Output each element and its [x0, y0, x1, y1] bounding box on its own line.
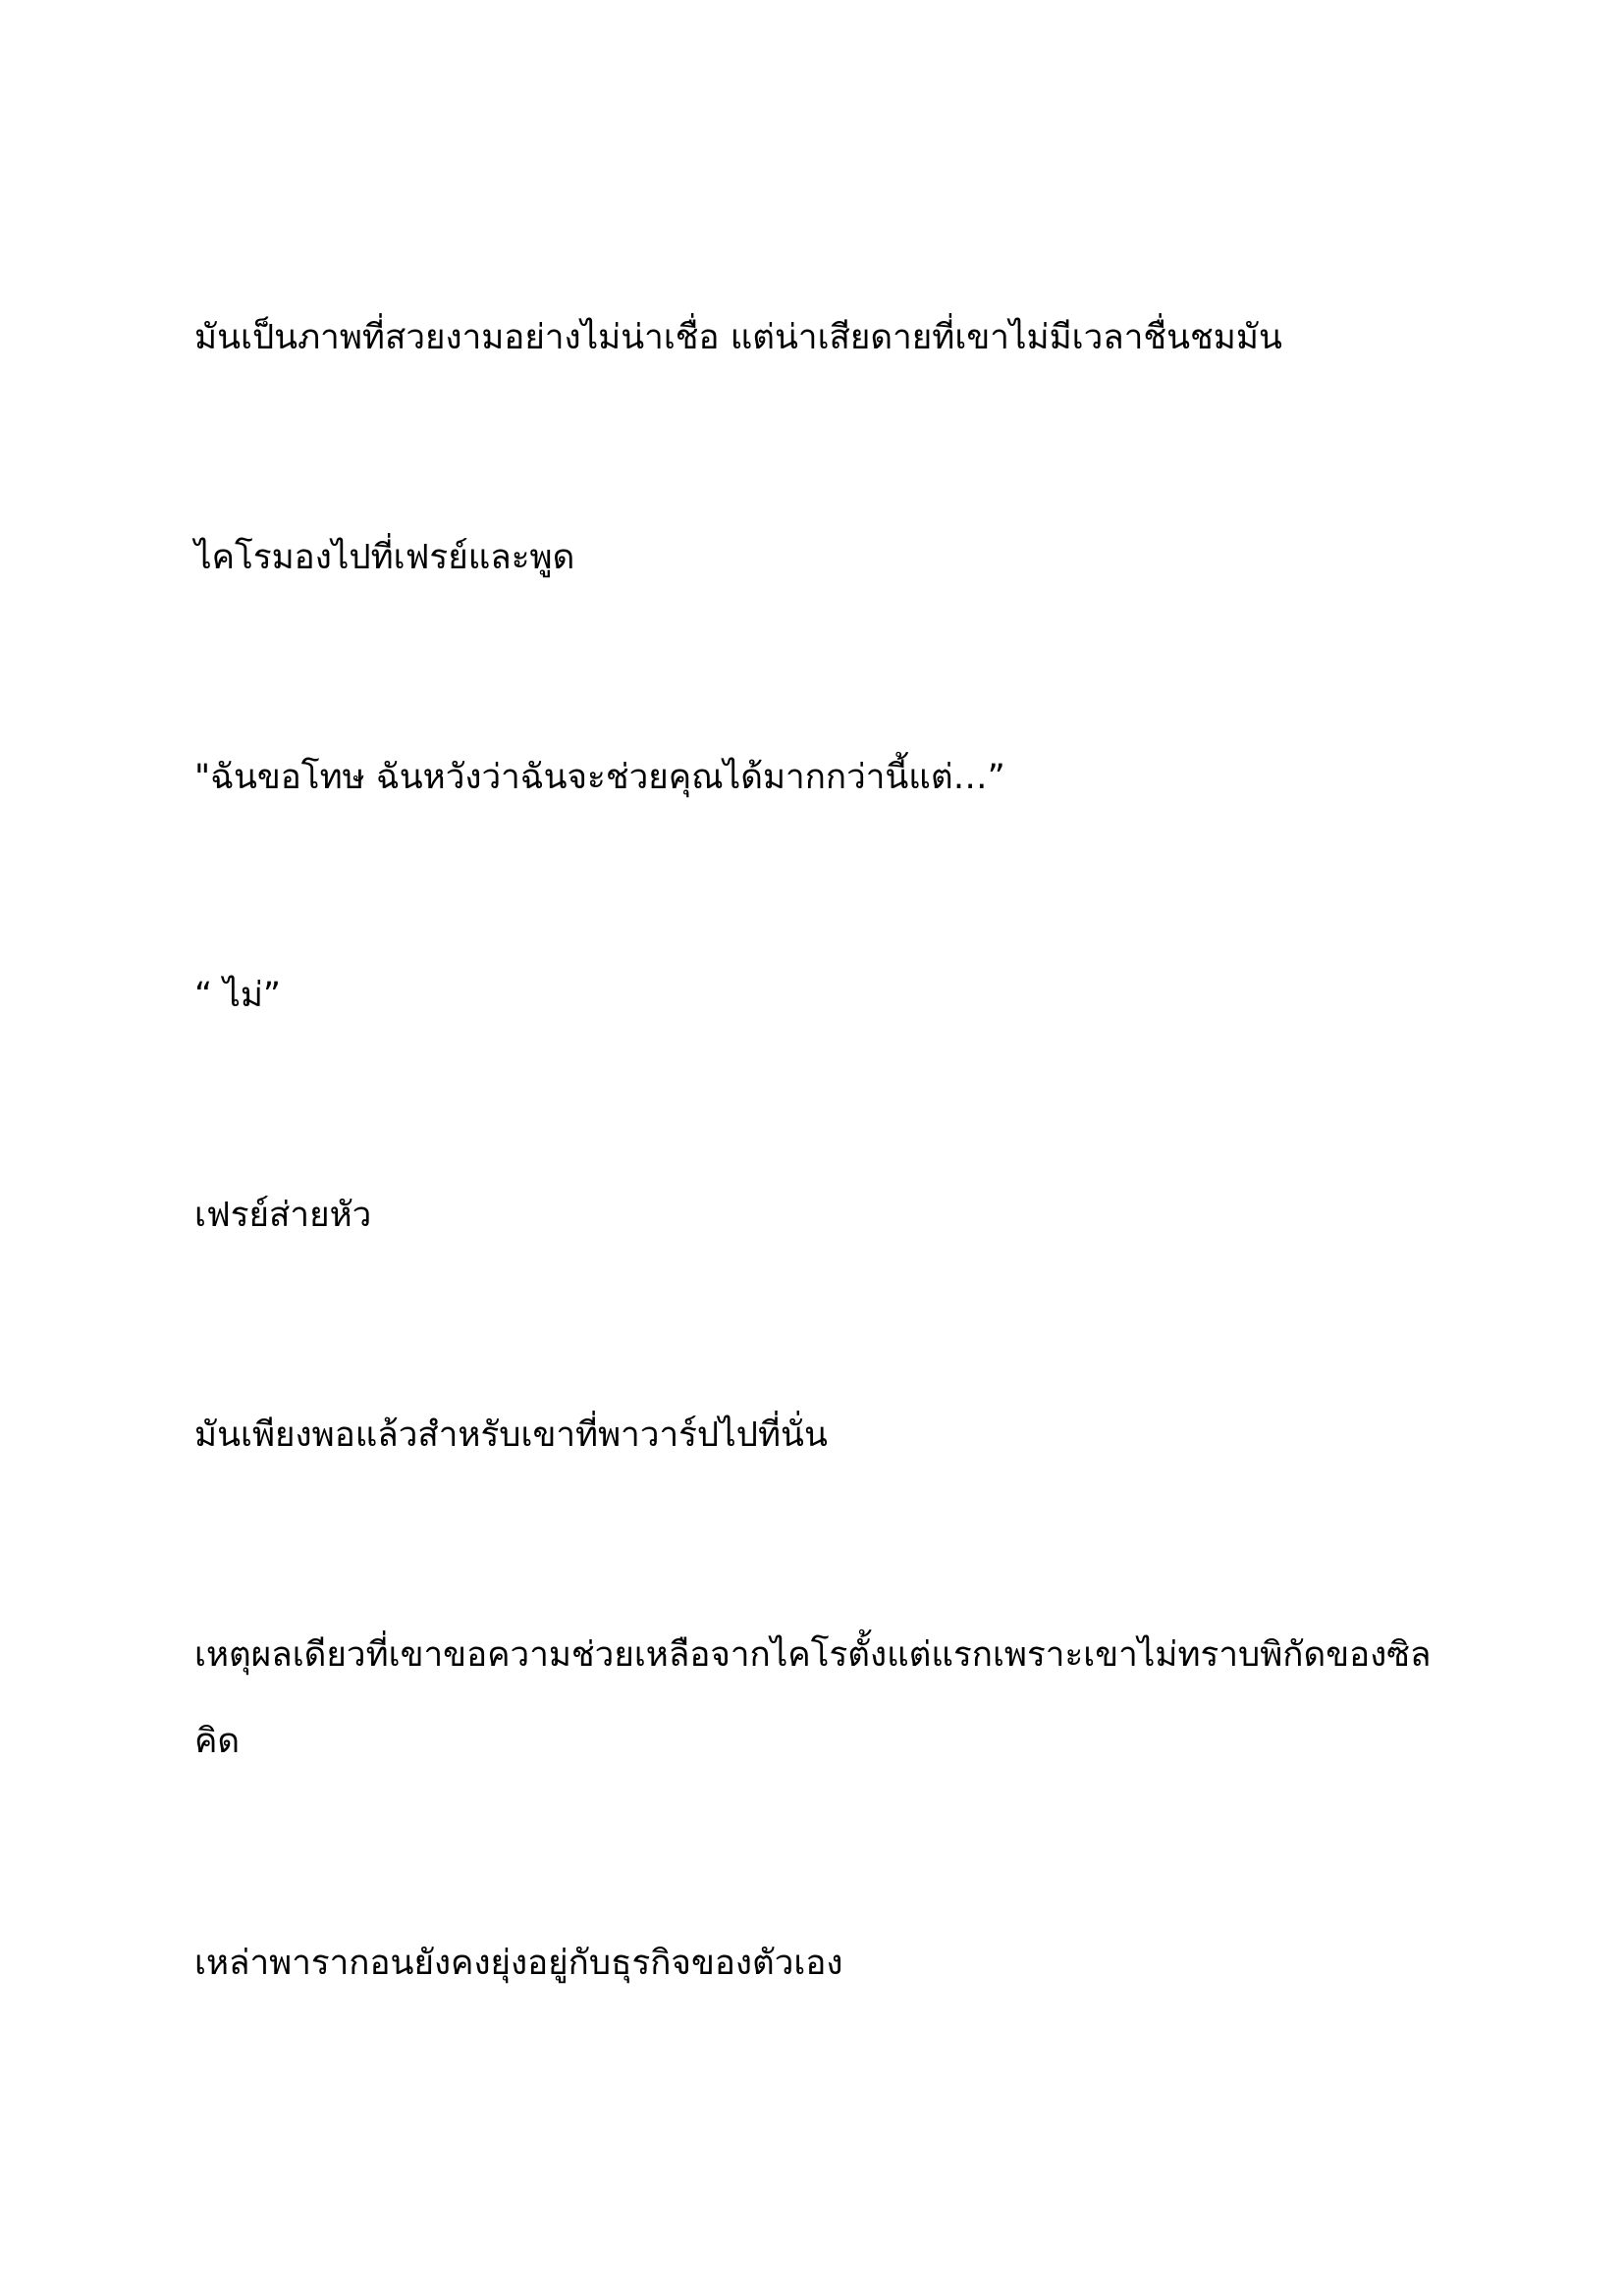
paragraph-4: “ ไม่”	[194, 976, 282, 1015]
paragraph-2: ไคโรมองไปที่เฟรย์และพูด	[194, 538, 575, 577]
paragraph-3: "ฉันขอโทษ ฉันหวังว่าฉันจะช่วยคุณได้มากกว่านี้แต่…”	[194, 758, 1005, 797]
paragraph-7: เหตุผลเดียวที่เขาขอความช่วยเหลือจากไคโรตั้งแต่แรกเพราะเขาไม่ทราบพิกัดของซิลคิด	[194, 1635, 1432, 1761]
paragraph-8: เหล่าพารากอนยังคงยุ่งอยู่กับธุรกิจของตัวเอง	[194, 1944, 843, 1983]
paragraph-5: เฟรย์ส่ายหัว	[194, 1196, 372, 1235]
paragraph-1: มันเป็นภาพที่สวยงามอย่างไม่น่าเชื่อ แต่น่าเสียดายที่เขาไม่มีเวลาชื่นชมมัน	[194, 318, 1282, 357]
paragraph-6: มันเพียงพอแล้วสำหรับเขาที่พาวาร์ปไปที่นั่น	[194, 1415, 828, 1455]
